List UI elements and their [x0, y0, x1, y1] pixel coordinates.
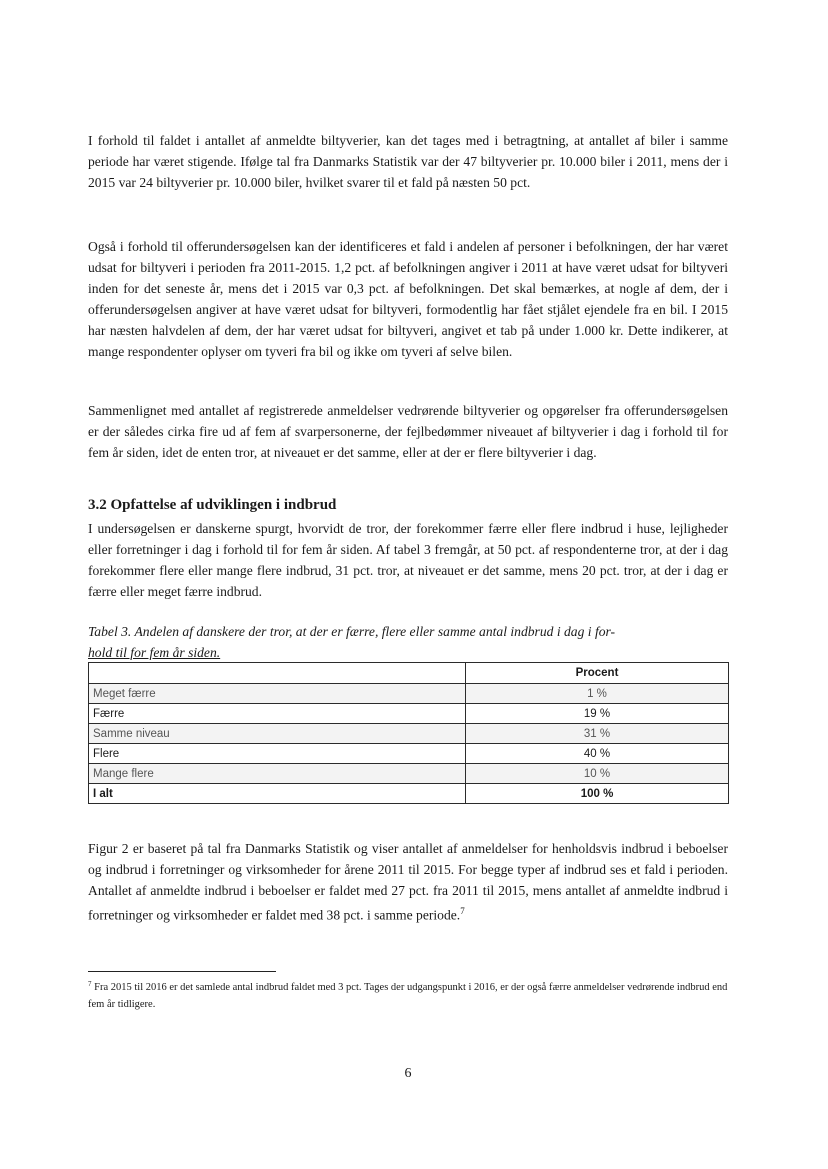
row-value: 10 % — [466, 764, 729, 784]
row-label: Meget færre — [89, 684, 466, 704]
table-row — [89, 744, 729, 764]
paragraph-figur-2-text: Figur 2 er baseret på tal fra Danmarks Statistik og viser antallet af anmeldelser for henholdsvis indbrud i beboelser og indbrud i forretninger og virksomheder for årene 2011 til 2015. For begge typer af indbrud ses et fald i perioden. Antallet af anmeldte indbrud i beboelser er faldet med 27 pct. fra 2011 til 2015, mens antallet af anmeldte indbrud i forretninger og virksomheder er faldet med 38 pct. i samme periode. — [88, 841, 728, 923]
table-row — [89, 724, 729, 744]
row-value: 31 % — [466, 724, 729, 744]
footnote-divider — [88, 971, 276, 972]
footnote-marker: 7 — [88, 980, 92, 988]
paragraph-sammenligning: Sammenlignet med antallet af registrerede anmeldelser vedrørende biltyverier og opgørelser fra offerundersøgelsen er der således cirka fire ud af fem af svarpersonerne, der fejlbedømmer niveauet af biltyverier i dag i forhold til for fem år siden, idet de enten tror, at niveauet er det samme, eller at der er flere biltyverier i dag. — [88, 403, 728, 460]
caption-line-1: Tabel 3. Andelen af danskere der tror, at der er færre, flere eller samme antal indbrud i dag i for- — [88, 624, 616, 639]
table-3 — [88, 662, 729, 804]
row-value: 100 % — [466, 784, 729, 804]
paragraph-offerundersogelsen: Også i forhold til offerundersøgelsen kan der identificeres et fald i andelen af personer i befolkningen, der har været udsat for biltyveri i perioden fra 2011-2015. 1,2 pct. af befolkningen angiver i 2011 at have været udsat for biltyveri inden for det seneste år, mens det i 2015 var 0,3 pct. af befolkningen. Det skal bemærkes, at nogle af dem, der i offerundersøgelsen angiver at have været udsat for biltyveri, formodentlig har fået stjålet ejendele fra en bil. I 2015 har næsten halvdelen af dem, der har været udsat for biltyveri, angivet et tab på under 1.000 kr. Dette indikerer, at mange respondenter oplyser om tyveri fra bil og ikke om tyveri af selve bilen. — [88, 239, 728, 359]
paragraph-indbrud-undersogelse: I undersøgelsen er danskerne spurgt, hvorvidt de tror, der forekommer færre eller flere indbrud i huse, lejligheder eller forretninger i dag i forhold til for fem år siden. Af tabel 3 fremgår, at 50 pct. af respondenterne tror, at der i dag forekommer flere eller mange flere indbrud, 31 pct. tror, at niveauet er det samme, mens 20 pct. tror, at der i dag er færre eller meget færre indbrud. — [88, 521, 728, 599]
table-row — [89, 684, 729, 704]
table-header-row — [89, 663, 729, 684]
row-label: Flere — [89, 744, 466, 764]
table-row — [89, 704, 729, 724]
paragraph-figur-2 — [88, 838, 728, 926]
footnote-reference[interactable]: 7 — [460, 906, 465, 916]
caption-line-2: hold til for fem år siden. — [88, 645, 221, 660]
table-row — [89, 764, 729, 784]
row-value: 40 % — [466, 744, 729, 764]
footnote — [88, 976, 728, 1013]
row-label: Samme niveau — [89, 724, 466, 744]
footnote-text: Fra 2015 til 2016 er det samlede antal indbrud faldet med 3 pct. Tages der udgangspunkt i 2016, er der også færre anmeldelser vedrørende indbrud end fem år tidligere. — [88, 982, 728, 1010]
row-label: Færre — [89, 704, 466, 724]
row-value: 1 % — [466, 684, 729, 704]
table-caption — [88, 621, 728, 663]
table-header-procent: Procent — [466, 663, 729, 684]
table-header-empty — [89, 663, 466, 684]
paragraph-biltyverier-fald: I forhold til faldet i antallet af anmeldte biltyverier, kan det tages med i betragtning, at antallet af biler i samme periode har været stigende. Ifølge tal fra Danmarks Statistik var der 47 biltyverier pr. 10.000 biler i 2011, mens der i 2015 var 24 biltyverier pr. 10.000 biler, hvilket svarer til et fald på næsten 50 pct. — [88, 133, 728, 190]
row-value: 19 % — [466, 704, 729, 724]
row-label: I alt — [89, 784, 466, 804]
page-number: 6 — [404, 1066, 412, 1081]
row-label: Mange flere — [89, 764, 466, 784]
table-total-row — [89, 784, 729, 804]
section-heading: 3.2 Opfattelse af udviklingen i indbrud — [88, 497, 337, 513]
